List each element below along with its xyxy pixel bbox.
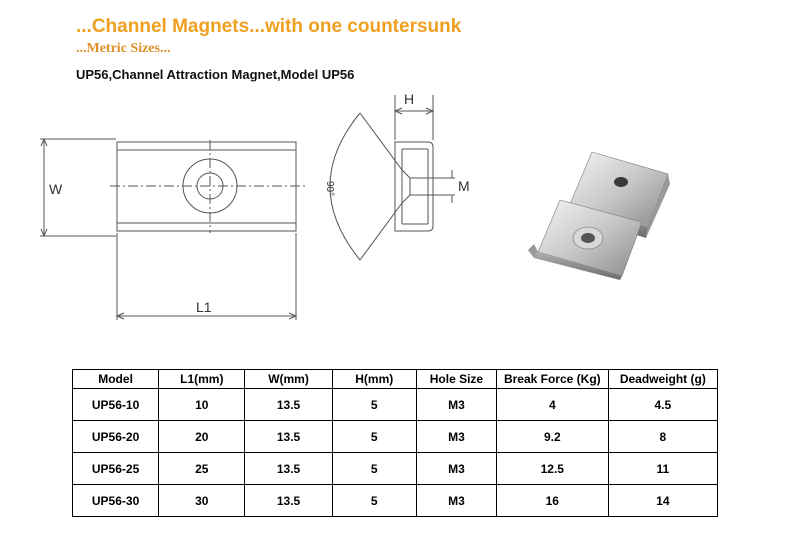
column-header: Break Force (Kg)	[496, 370, 608, 389]
cell-deadweight: 8	[608, 421, 717, 453]
cell-l1: 20	[159, 421, 245, 453]
cell-model: UP56-10	[73, 389, 159, 421]
cell-w: 13.5	[245, 389, 332, 421]
product-photo	[520, 140, 680, 280]
spec-table	[72, 369, 718, 517]
table-row	[73, 421, 718, 453]
cell-deadweight: 11	[608, 453, 717, 485]
cell-deadweight: 4.5	[608, 389, 717, 421]
cell-break-force: 12.5	[496, 453, 608, 485]
column-header: W(mm)	[245, 370, 332, 389]
cell-w: 13.5	[245, 485, 332, 517]
cell-w: 13.5	[245, 421, 332, 453]
cell-l1: 30	[159, 485, 245, 517]
cell-model: UP56-20	[73, 421, 159, 453]
side-view-body	[395, 142, 433, 231]
cell-h: 5	[332, 453, 416, 485]
table-row	[73, 453, 718, 485]
cell-hole-size: M3	[416, 389, 496, 421]
cell-break-force: 9.2	[496, 421, 608, 453]
cell-break-force: 4	[496, 389, 608, 421]
model-description: UP56,Channel Attraction Magnet,Model UP56	[76, 67, 355, 82]
column-header: L1(mm)	[159, 370, 245, 389]
cell-l1: 25	[159, 453, 245, 485]
column-header: Model	[73, 370, 159, 389]
column-header: H(mm)	[332, 370, 416, 389]
column-header: Hole Size	[416, 370, 496, 389]
cell-h: 5	[332, 421, 416, 453]
cell-model: UP56-25	[73, 453, 159, 485]
label-h: H	[404, 91, 415, 107]
cell-w: 13.5	[245, 453, 332, 485]
page-subtitle: ...Metric Sizes...	[76, 41, 171, 56]
cell-h: 5	[332, 389, 416, 421]
cell-model: UP56-30	[73, 485, 159, 517]
table-row	[73, 485, 718, 517]
cell-break-force: 16	[496, 485, 608, 517]
cell-hole-size: M3	[416, 485, 496, 517]
table-row	[73, 389, 718, 421]
technical-drawing	[0, 80, 500, 330]
label-m: M	[458, 178, 470, 194]
column-header: Deadweight (g)	[608, 370, 717, 389]
table-header-row	[73, 370, 718, 389]
cell-hole-size: M3	[416, 453, 496, 485]
cell-deadweight: 14	[608, 485, 717, 517]
cell-hole-size: M3	[416, 421, 496, 453]
label-w: W	[49, 181, 63, 197]
cell-l1: 10	[159, 389, 245, 421]
cell-h: 5	[332, 485, 416, 517]
label-l1: L1	[196, 299, 212, 315]
page-title: ...Channel Magnets...with one countersunk	[76, 16, 462, 37]
label-angle: 90°	[324, 181, 335, 197]
